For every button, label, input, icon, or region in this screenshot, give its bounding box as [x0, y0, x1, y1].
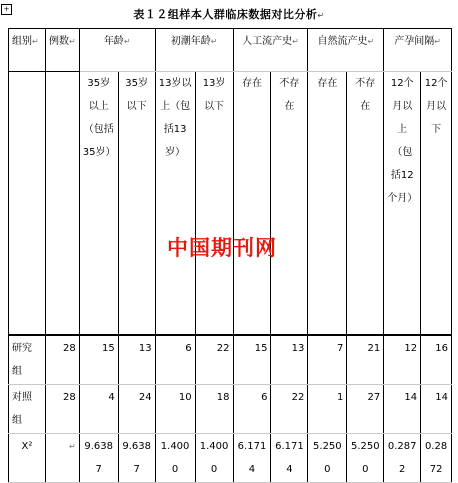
table-cell: 14 [384, 384, 421, 433]
header-menarche: 初潮年龄↵ [155, 29, 233, 72]
table-cell: 14 [421, 384, 452, 433]
header-group: 组别↵ [9, 29, 46, 72]
header-natural-abortion: 自然流产史↵ [308, 29, 384, 72]
table-cell: 10 [155, 384, 195, 433]
table-cell: 15 [233, 335, 271, 385]
table-cell: 13 [271, 335, 308, 385]
subheader-induced-no: 不存在 [271, 72, 308, 335]
subheader-menarche-ge13: 13岁以上（包括13岁） [155, 72, 195, 335]
subheader-age-ge35: 35岁以上（包括35岁） [79, 72, 118, 335]
table-cell: 12 [384, 335, 421, 385]
table-cell: 15 [79, 335, 118, 385]
header-age: 年龄↵ [79, 29, 155, 72]
table-cell: 1 [308, 384, 347, 433]
table-cell: 21 [347, 335, 384, 385]
row-count: ↵ [45, 433, 79, 482]
row-label: X² [9, 433, 46, 482]
table-cell: 18 [195, 384, 233, 433]
table-cell: 9.6387 [79, 433, 118, 482]
subheader-interval-ge12: 12个月以上（包括12个月） [384, 72, 421, 335]
table-cell: 6 [155, 335, 195, 385]
row-count: 28 [45, 384, 79, 433]
table-cell: 6.1714 [271, 433, 308, 482]
table-move-handle-icon[interactable]: + [1, 4, 12, 15]
subheader-interval-lt12: 12个月以下 [421, 72, 452, 335]
row-label: 对照组 [9, 384, 46, 433]
row-label: 研究组 [9, 335, 46, 385]
table-cell: 9.6387 [118, 433, 155, 482]
table-cell: 24 [118, 384, 155, 433]
header-count: 例数↵ [45, 29, 79, 72]
table-cell: 5.2500 [308, 433, 347, 482]
table-cell: 22 [195, 335, 233, 385]
table-cell: 22 [271, 384, 308, 433]
row-count: 28 [45, 335, 79, 385]
watermark: 中国期刊网 [167, 235, 277, 260]
table-cell: 7 [308, 335, 347, 385]
subheader-natural-no: 不存在 [347, 72, 384, 335]
header-induced-abortion: 人工流产史↵ [233, 29, 308, 72]
subheader-induced-yes: 存在 [233, 72, 271, 335]
table-cell: 27 [347, 384, 384, 433]
header-count-cont [45, 72, 79, 335]
table-cell: 4 [79, 384, 118, 433]
table-cell: 13 [118, 335, 155, 385]
table-cell: 1.4000 [195, 433, 233, 482]
subheader-natural-yes: 存在 [308, 72, 347, 335]
table-cell: 6 [233, 384, 271, 433]
subheader-menarche-lt13: 13岁以下 [195, 72, 233, 335]
table-cell: 1.4000 [155, 433, 195, 482]
table-cell: 6.1714 [233, 433, 271, 482]
table-cell: 0.2872 [421, 433, 452, 482]
table-cell: 0.2872 [384, 433, 421, 482]
table-title: 表１２组样本人群临床数据对比分析↵ [133, 8, 325, 21]
header-interval: 产孕间隔↵ [384, 29, 452, 72]
header-group-cont [9, 72, 46, 335]
table-cell: 16 [421, 335, 452, 385]
table-cell: 5.2500 [347, 433, 384, 482]
subheader-age-lt35: 35岁以下 [118, 72, 155, 335]
